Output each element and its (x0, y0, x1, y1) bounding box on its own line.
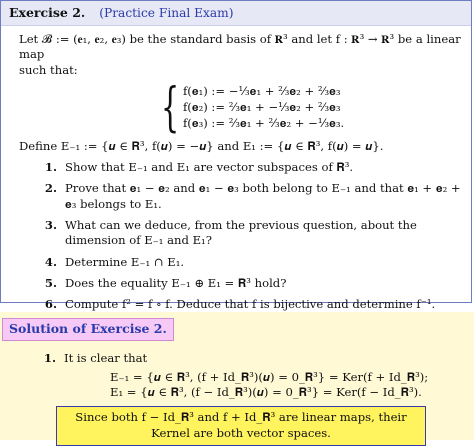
equation-system (161, 77, 461, 138)
solution-box (0, 312, 474, 440)
solution-item-1 (18, 351, 464, 366)
highlight-note: Since both f − Id_𝐑³ and f + Id_𝐑³ are linear maps, their Kernel are both vector spaces. (56, 406, 426, 445)
solution-title: Solution of Exercise 2. (2, 318, 174, 341)
solution-item-text: It is clear that (64, 350, 148, 365)
question-6 (19, 297, 461, 312)
equation-f-e2: f(𝐞₂) := ²⁄₃𝐞₁ + −¹⁄₃𝐞₂ + ²⁄₃𝐞₃ (183, 100, 341, 115)
exercise-header (1, 1, 471, 26)
solution-equations (110, 370, 464, 401)
equation-f-e1: f(𝐞₁) := −¹⁄₃𝐞₁ + ²⁄₃𝐞₂ + ²⁄₃𝐞₃ (183, 83, 341, 98)
solution-equation-1: E₋₁ = {𝒖 ∈ 𝐑³, (f + Id_𝐑³)(𝒖) = 0_𝐑³} = Ker(f + Id_𝐑³); (110, 369, 429, 384)
question-3 (19, 218, 461, 249)
question-number: 4. (44, 254, 57, 269)
exercise-subtitle: (Practice Final Exam) (99, 5, 234, 20)
question-4 (19, 255, 461, 270)
solution-body (0, 341, 474, 446)
question-number: 2. (44, 181, 57, 196)
question-text: Show that E₋₁ and E₁ are vector subspaces of 𝐑³. (65, 160, 354, 175)
question-text: What can we deduce, from the previous question, about the dimension of E₋₁ and E₁? (65, 218, 417, 248)
brace-symbol: { (161, 77, 180, 138)
equation-f-e3: f(𝐞₃) := ²⁄₃𝐞₁ + ²⁄₃𝐞₂ + −¹⁄₃𝐞₃. (183, 116, 345, 131)
intro-line-2: such that: (19, 62, 78, 77)
exercise-title: Exercise 2. (9, 4, 86, 20)
question-1 (19, 160, 461, 175)
question-number: 1. (44, 160, 57, 175)
exercise-body (1, 26, 471, 313)
definition-line: Define E₋₁ := {𝒖 ∈ 𝐑³, f(𝒖) = −𝒖} and E₁ := {𝒖 ∈ 𝐑³, f(𝒖) = 𝒖}. (19, 138, 384, 153)
question-5 (19, 276, 461, 291)
question-text: Prove that 𝐞₁ − 𝐞₂ and 𝐞₁ − 𝐞₃ both belong to E₋₁ and that 𝐞₁ + 𝐞₂ + 𝐞₃ belongs to E₁. (65, 181, 461, 211)
solution-item-number: 1. (43, 350, 56, 365)
intro-line-1: Let 𝓑 := (𝐞₁, 𝐞₂, 𝐞₃) be the standard basis of 𝐑³ and let f : 𝐑³ → 𝐑³ be a linear map (19, 32, 461, 62)
question-number: 6. (44, 297, 57, 312)
question-number: 5. (44, 275, 57, 290)
question-2 (19, 181, 461, 212)
equation-list (183, 82, 344, 134)
question-number: 3. (44, 218, 57, 233)
question-text: Does the equality E₋₁ ⊕ E₁ = 𝐑³ hold? (65, 275, 287, 290)
question-text: Compute f² = f ∘ f. Deduce that f is bijective and determine f⁻¹. (65, 297, 436, 312)
solution-equation-2: E₁ = {𝒖 ∈ 𝐑³, (f − Id_𝐑³)(𝒖) = 0_𝐑³} = Ker(f − Id_𝐑³). (110, 385, 422, 400)
question-text: Determine E₋₁ ∩ E₁. (65, 254, 185, 269)
